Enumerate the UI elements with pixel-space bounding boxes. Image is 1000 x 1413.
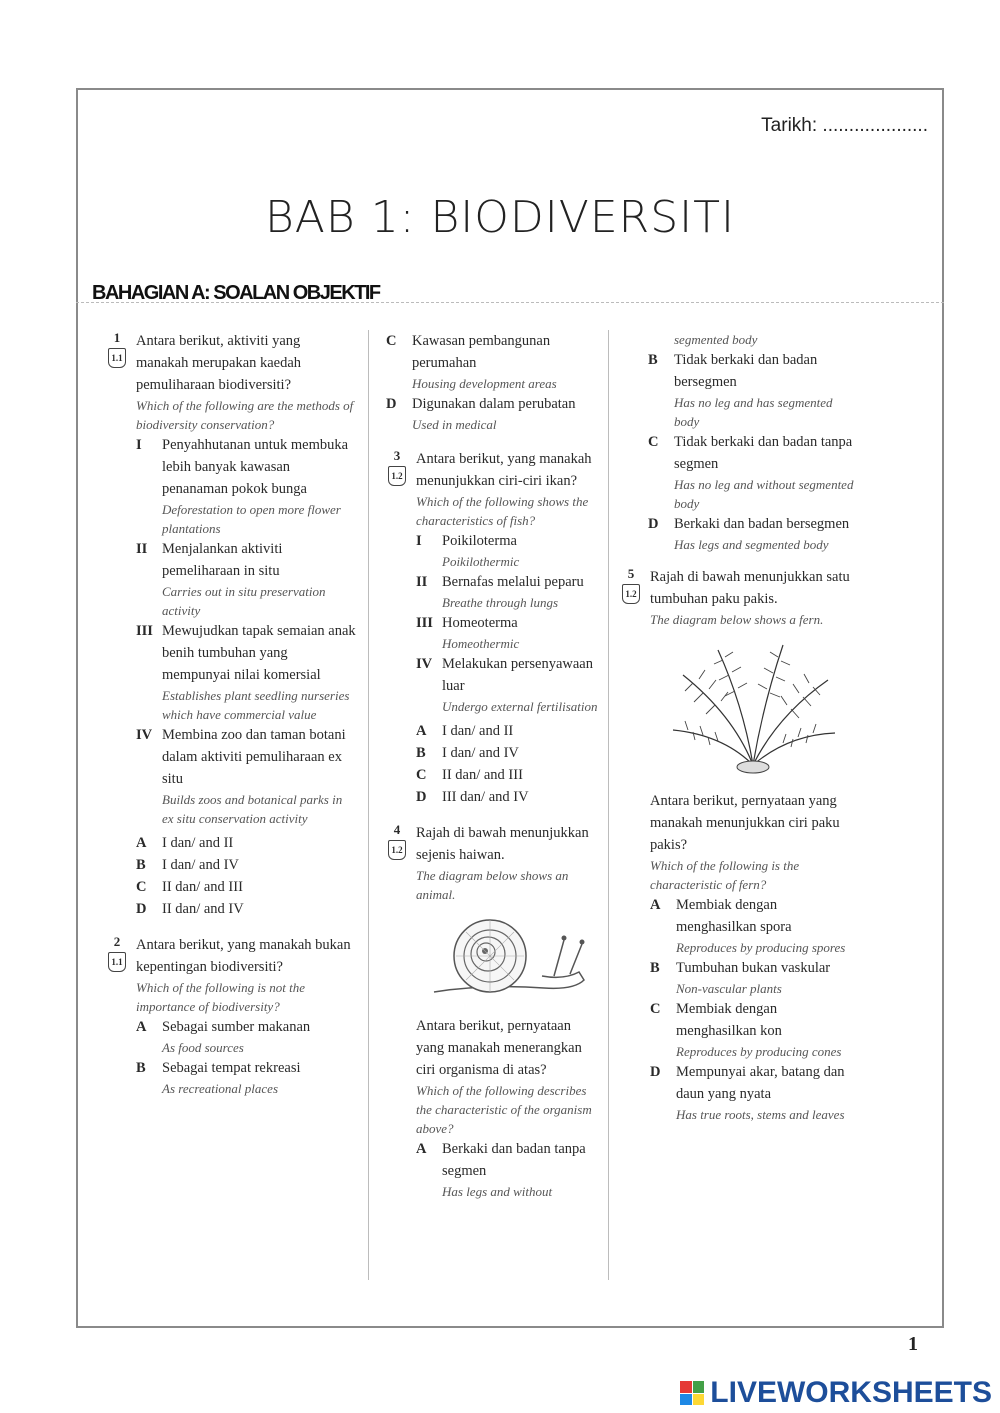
option-text-en: Reproduces by producing spores <box>676 940 846 955</box>
answer-option[interactable] <box>650 957 856 998</box>
question-5 <box>620 566 856 1124</box>
statement-text: Membina zoo dan taman botani dalam aktiviti pemuliharaan ex situ <box>162 727 346 787</box>
option-label: B <box>648 352 658 368</box>
option-text-en: As recreational places <box>162 1081 279 1096</box>
fern-icon <box>663 635 843 775</box>
statement-text: Homeoterma <box>442 615 518 631</box>
answer-option[interactable] <box>416 742 601 764</box>
option-label: B <box>136 1060 146 1076</box>
option-label: C <box>650 1001 661 1017</box>
statement-label: III <box>416 615 433 631</box>
option-text: I dan/ and IV <box>442 745 519 761</box>
option-label: D <box>650 1064 661 1080</box>
statement <box>416 571 601 612</box>
answer-option[interactable] <box>650 894 856 957</box>
option-label: A <box>136 835 147 851</box>
option-text-en: Has no leg and has segmented body <box>674 395 833 429</box>
option-text: Sebagai tempat rekreasi <box>162 1060 301 1076</box>
snail-illustration <box>416 910 601 1007</box>
answer-option[interactable] <box>648 349 856 431</box>
answer-option[interactable] <box>136 876 356 898</box>
topic-badge: 1.2 <box>388 840 406 860</box>
statement-text: Penyahhutanan untuk membuka lebih banyak kawasan penanaman pokok bunga <box>162 437 349 497</box>
question-text-en: Which of the following is not the importance of biodiversity? <box>136 980 305 1014</box>
question-number: 2 <box>113 934 121 949</box>
option-text: Tumbuhan bukan vaskular <box>676 960 831 976</box>
question-text: Antara berikut, pernyataan yang manakah menunjukkan ciri paku pakis? <box>650 793 840 853</box>
question-text: Antara berikut, aktiviti yang manakah merupakan kaedah pemuliharaan biodiversiti? <box>136 333 302 393</box>
option-text-en: As food sources <box>162 1040 244 1055</box>
answer-option[interactable] <box>386 393 601 434</box>
option-label: C <box>386 333 397 349</box>
question-text: Rajah di bawah menunjukkan satu tumbuhan paku pakis. <box>650 569 850 607</box>
statement-label: III <box>136 623 153 639</box>
question-number: 4 <box>393 822 401 837</box>
option-text: Tidak berkaki dan badan tanpa segmen <box>674 434 853 472</box>
liveworksheets-logo[interactable] <box>680 1376 992 1410</box>
question-text: Antara berikut, pernyataan yang manakah menerangkan ciri organisma di atas? <box>416 1018 582 1078</box>
option-text: Sebagai sumber makanan <box>162 1019 311 1035</box>
column-divider <box>608 330 609 1280</box>
option-label: C <box>416 767 427 783</box>
statement-text-en: Carries out in situ preservation activity <box>162 584 326 618</box>
statement <box>136 434 356 538</box>
divider <box>76 302 944 303</box>
option-label: B <box>136 857 146 873</box>
option-label: A <box>136 1019 147 1035</box>
option-label: A <box>416 723 427 739</box>
option-label: D <box>386 396 397 412</box>
answer-option[interactable] <box>136 854 356 876</box>
option-text: I dan/ and II <box>442 723 514 739</box>
answer-option[interactable] <box>650 998 856 1061</box>
statement-label: I <box>416 533 422 549</box>
option-text: II dan/ and III <box>442 767 523 783</box>
option-text: Tidak berkaki dan badan bersegmen <box>674 352 818 390</box>
answer-option[interactable] <box>416 720 601 742</box>
answer-option[interactable] <box>416 764 601 786</box>
question-text-en: Which of the following shows the characteristics of fish? <box>416 494 589 528</box>
column-2 <box>386 330 601 1215</box>
statement-label: IV <box>416 656 433 672</box>
option-text-en: Reproduces by producing cones <box>676 1044 842 1059</box>
option-text: Membiak dengan menghasilkan kon <box>676 1001 782 1039</box>
option-text: Digunakan dalam perubatan <box>412 396 576 412</box>
question-text-en: The diagram below shows an animal. <box>416 868 569 902</box>
logo-icon <box>680 1381 704 1405</box>
snail-icon <box>424 910 594 1000</box>
answer-option[interactable] <box>650 1061 856 1124</box>
statement-text: Menjalankan aktiviti pemeliharaan in situ <box>162 541 283 579</box>
option-label: A <box>416 1141 427 1157</box>
statement-text-en: Establishes plant seedling nurseries which have commercial value <box>162 688 350 722</box>
option-label: B <box>650 960 660 976</box>
column-3 <box>620 330 856 1138</box>
answer-option[interactable] <box>386 330 601 393</box>
statement <box>416 530 601 571</box>
page-number: 1 <box>908 1333 918 1355</box>
statement-label: II <box>416 574 428 590</box>
option-text-en: Has legs and without <box>442 1184 553 1199</box>
answer-option[interactable] <box>136 832 356 854</box>
statement-text-en: Builds zoos and botanical parks in ex situ conservation activity <box>162 792 343 826</box>
question-text-en: Which of the following describes the characteristic of the organism above? <box>416 1083 592 1136</box>
question-number: 3 <box>393 448 401 463</box>
page-title: BAB 1: BIODIVERSITI <box>264 192 736 243</box>
option-text: Mempunyai akar, batang dan daun yang nyata <box>676 1064 845 1102</box>
column-divider <box>368 330 369 1280</box>
option-label: B <box>416 745 426 761</box>
option-text: II dan/ and III <box>162 879 243 895</box>
statement-text: Poikiloterma <box>442 533 517 549</box>
question-1 <box>106 330 356 920</box>
question-number: 1 <box>113 330 121 345</box>
option-label: D <box>648 516 659 532</box>
question-text: Rajah di bawah menunjukkan sejenis haiwan. <box>416 825 589 863</box>
question-text: Antara berikut, yang manakah bukan kepentingan biodiversiti? <box>136 937 351 975</box>
option-text: Kawasan pembangunan perumahan <box>412 333 551 371</box>
answer-option[interactable] <box>136 898 356 920</box>
statement-text-en: Breathe through lungs <box>442 595 559 610</box>
statement-text-en: Undergo external fertilisation <box>442 699 598 714</box>
question-2 <box>106 934 356 1098</box>
statement-text-en: Poikilothermic <box>442 554 520 569</box>
answer-option[interactable] <box>416 786 601 808</box>
statement-label: IV <box>136 727 153 743</box>
option-label: C <box>136 879 147 895</box>
option-label: A <box>650 897 661 913</box>
option-text-en: segmented body <box>674 332 758 347</box>
option-text-en: Non-vascular plants <box>676 981 782 996</box>
fern-illustration <box>650 635 856 782</box>
option-text: I dan/ and IV <box>162 857 239 873</box>
question-3 <box>386 448 601 808</box>
option-text: II dan/ and IV <box>162 901 244 917</box>
topic-badge: 1.1 <box>108 952 126 972</box>
statement-label: I <box>136 437 142 453</box>
statement <box>416 653 601 716</box>
topic-badge: 1.2 <box>388 466 406 486</box>
option-text-en: Has true roots, stems and leaves <box>676 1107 845 1122</box>
question-number: 5 <box>627 566 635 581</box>
option-text-en: Housing development areas <box>412 376 557 391</box>
option-text: Berkaki dan badan tanpa segmen <box>442 1141 586 1179</box>
option-text-en: Has no leg and without segmented body <box>674 477 854 511</box>
question-text-en: The diagram below shows a fern. <box>650 612 824 627</box>
statement-text-en: Deforestation to open more flower plantations <box>162 502 341 536</box>
statement <box>136 620 356 724</box>
answer-option[interactable] <box>136 1016 356 1057</box>
option-label: D <box>136 901 147 917</box>
question-text: Antara berikut, yang manakah menunjukkan ciri-ciri ikan? <box>416 451 592 489</box>
option-label: C <box>648 434 659 450</box>
date-field[interactable]: Tarikh: .................... <box>761 115 928 136</box>
statement-text: Melakukan persenyawaan luar <box>442 656 593 694</box>
statement-text: Bernafas melalui peparu <box>442 574 584 590</box>
topic-badge: 1.1 <box>108 348 126 368</box>
brand-text: LIVEWORKSHEETS <box>710 1376 992 1409</box>
option-text-en: Used in medical <box>412 417 497 432</box>
statement-text: Mewujudkan tapak semaian anak benih tumbuhan yang mempunyai nilai komersial <box>162 623 356 683</box>
statement <box>416 612 601 653</box>
option-text: Berkaki dan badan bersegmen <box>674 516 850 532</box>
question-4 <box>386 822 601 1201</box>
option-label: D <box>416 789 427 805</box>
question-text-en: Which of the following is the characteristic of fern? <box>650 858 800 892</box>
answer-option[interactable] <box>648 431 856 513</box>
option-text: Membiak dengan menghasilkan spora <box>676 897 792 935</box>
answer-option[interactable] <box>136 1057 356 1098</box>
option-text-en: Has legs and segmented body <box>674 537 829 552</box>
answer-option[interactable] <box>416 1138 601 1201</box>
topic-badge: 1.2 <box>622 584 640 604</box>
option-text: III dan/ and IV <box>442 789 529 805</box>
statement-text-en: Homeothermic <box>442 636 520 651</box>
statement <box>136 724 356 828</box>
section-heading: BAHAGIAN A: SOALAN OBJEKTIF <box>92 282 380 304</box>
statement <box>136 538 356 620</box>
option-text: I dan/ and II <box>162 835 234 851</box>
column-1 <box>106 330 356 1112</box>
answer-option[interactable] <box>648 513 856 554</box>
question-text-en: Which of the following are the methods of biodiversity conservation? <box>136 398 354 432</box>
statement-label: II <box>136 541 148 557</box>
